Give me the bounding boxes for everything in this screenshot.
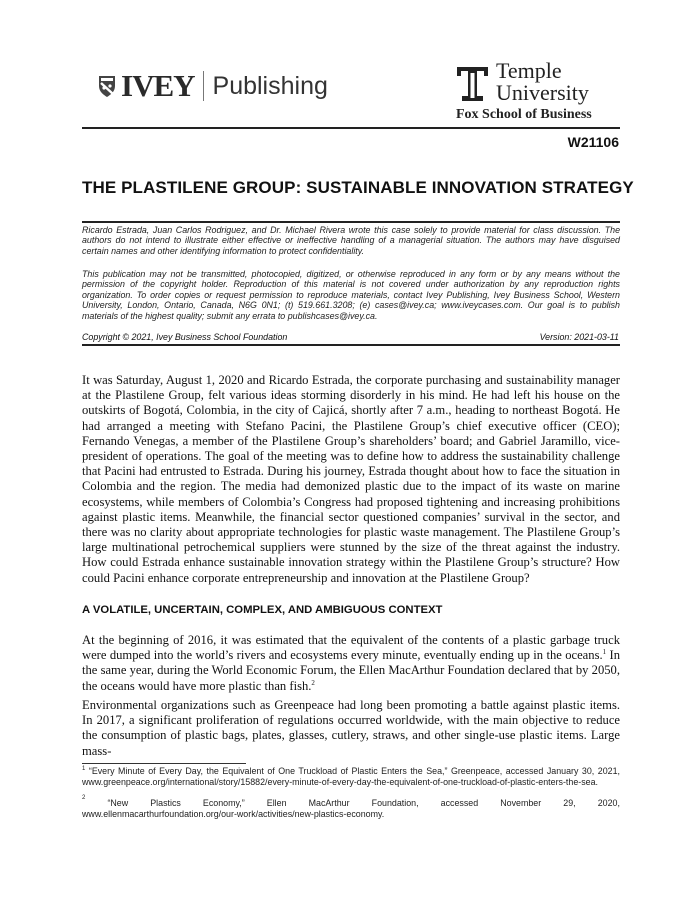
temple-line1: Temple — [496, 58, 562, 83]
footnote-separator — [82, 763, 246, 764]
publishing-label: Publishing — [212, 71, 328, 100]
fn2-word: 29, — [563, 798, 576, 808]
authors-note: Ricardo Estrada, Juan Carlos Rodriguez, and Dr. Michael Rivera wrote this case solely to provide material for class discussion. The authors do not intend to illustrate either effective or ineffective handling of a managerial situation. The authors may have disguised certain names and other identifying information to protect confidentiality. — [82, 225, 620, 256]
section-heading: A VOLATILE, UNCERTAIN, COMPLEX, AND AMBIGUOUS CONTEXT — [82, 604, 443, 616]
logo-divider — [203, 71, 204, 101]
footnote-1-number: 1 — [82, 766, 86, 773]
ivey-publishing-logo — [97, 68, 328, 104]
fn2-word: Economy,” — [202, 798, 245, 808]
fn2-word: Ellen — [266, 798, 287, 808]
fn2-word: Foundation, — [371, 798, 419, 808]
footnote-2 — [82, 795, 620, 819]
fox-school-label: Fox School of Business — [456, 107, 592, 122]
temple-line2: University — [496, 80, 589, 105]
fn2-word: “New — [107, 798, 129, 808]
header-rule — [82, 127, 620, 129]
case-number: W21106 — [567, 134, 619, 150]
disclaimer-bottom-rule — [82, 344, 620, 346]
permission-note: This publication may not be transmitted, photocopied, digitized, or otherwise reproduced in any form or by any means without the permission of the copyright holder. Reproduction of this material is not covered under authorization by any reproduction rights organization. To order copies or request permission to reproduce materials, contact Ivey Publishing, Ivey Business School, Western University, London, Ontario, Canada, N6G 0N1; (t) 519.661.3208; (e) cases@ivey.ca; www.iveycases.com. Our goal is to publish materials of the highest quality; submit any errata to publishcases@ivey.ca. — [82, 269, 620, 321]
fn2-word: 2020, — [597, 798, 620, 808]
footnote-1 — [82, 766, 620, 787]
intro-paragraph: It was Saturday, August 1, 2020 and Ricardo Estrada, the corporate purchasing and sustainability manager at the Plastilene Group, felt various ideas storming disorderly in his mind. He had left his house on the outskirts of Bogotá, Colombia, in the city of Cajicá, shortly after 7 a.m., heading to northeast Bogotá. He had arranged a meeting with Stefano Pacini, the Plastilene Group’s chief executive officer (CEO); Fernando Venegas, a member of the Plastilene Group’s shareholders’ board; and Gabriel Jaramillo, vice-president of operations. The goal of the meeting was to define how to address the sustainability challenge that Pacini had entrusted to Estrada. During his journey, Estrada thought about how to face the situation in Colombia and the region. The media had demonized plastic due to the impact of its waste on marine ecosystems, while members of Colombia’s Congress had proposed tightening and increasing prohibitions against plastic items. Meanwhile, the financial sector questioned companies’ survival in the sector, and there was no clarity about appropriate technologies for plastic waste management. The Plastilene Group’s large multinational petrochemical suppliers were stunned by the size of the threat against the industry. How could Estrada enhance sustainable innovation strategy within the Plastilene Group’s structure? How could Pacini enhance corporate entrepreneurship and innovation at the Plastilene Group? — [82, 373, 620, 585]
footnote-2-url[interactable]: www.ellenmacarthurfoundation.org/our-work/activities/new-plastics-economy. — [82, 808, 385, 819]
context-text-2: In the same year, during the World Economic Forum, the Ellen MacArthur Foundation declared that by 2050, the oceans would have more plastic than fish. — [82, 648, 620, 693]
context-paragraph — [82, 633, 620, 694]
temple-university-name — [496, 60, 589, 104]
footnote-ref-2[interactable]: 2 — [311, 678, 315, 687]
page-title: THE PLASTILENE GROUP: SUSTAINABLE INNOVATION STRATEGY — [82, 178, 634, 197]
regulations-paragraph: Environmental organizations such as Greenpeace had long been promoting a battle against plastic items. In 2017, a significant proliferation of regulations occurred worldwide, with the main objective to reduce the consumption of plastic bags, plates, glasses, cutlery, straws, and other single-use plastic items. Large mass- — [82, 698, 620, 758]
fn2-word: November — [500, 798, 542, 808]
disclaimer-top-rule — [82, 221, 620, 223]
temple-t-icon — [456, 66, 489, 102]
version-label: Version: 2021-03-11 — [539, 332, 619, 342]
footnote-2-number: 2 — [82, 795, 86, 801]
copyright-line: Copyright © 2021, Ivey Business School Foundation — [82, 332, 288, 342]
footnote-ref-1[interactable]: 1 — [602, 648, 607, 657]
ivey-crest-icon — [97, 74, 117, 98]
fn2-word: MacArthur — [308, 798, 350, 808]
fn2-word: Plastics — [150, 798, 181, 808]
fn2-word: accessed — [440, 798, 479, 808]
context-text-1: At the beginning of 2016, it was estimated that the equivalent of the contents of a plastic garbage truck were dumped into the world’s rivers and ecosystems every minute, eventually ending up in the oceans. — [82, 633, 620, 663]
footnote-2-line1 — [82, 795, 620, 809]
footnote-1-text: “Every Minute of Every Day, the Equivalent of One Truckload of Plastic Enters the Sea,” Greenpeace, accessed January 30, 2021, www.greenpeace.org/international/story/15882/every-minute-of-every-day-the-equivalent-of-one-truckload-of-plastic-enters-the-sea. — [82, 766, 620, 787]
ivey-wordmark: IVEY — [121, 68, 195, 103]
